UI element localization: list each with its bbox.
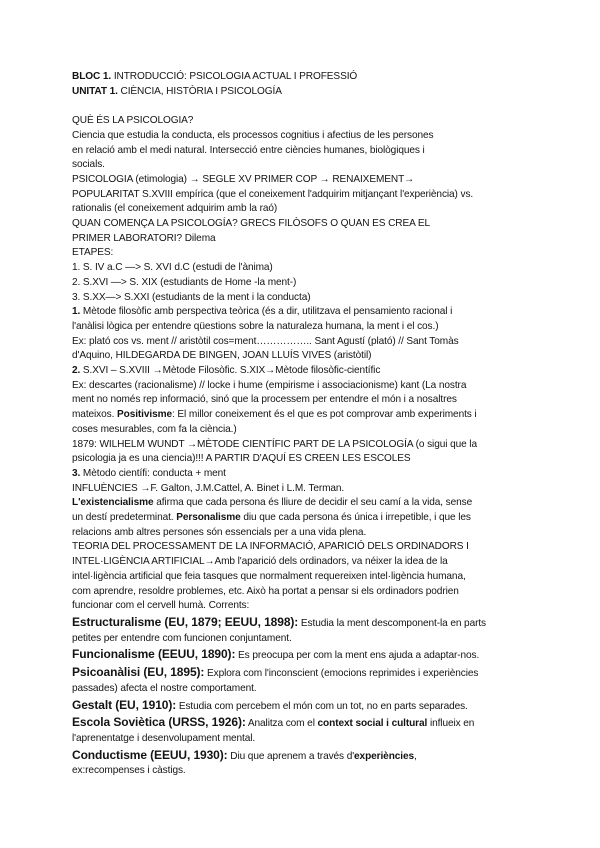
definition-line: en relació amb el medi natural. Intersecció entre ciències humanes, biològiques i	[72, 144, 425, 156]
etymology-line: rationalis (el coneixement adquirim amb la raó)	[72, 203, 278, 215]
processing-line: intel·ligència artificial que feia tasques que normalment requereixen intel·ligència humana,	[72, 570, 466, 582]
school-funcionalisme: Funcionalisme (EEUU, 1890): Es preocupa per com la ment ens ajuda a adaptar-nos.	[72, 647, 480, 662]
definition-line: socials.	[72, 159, 105, 171]
method-2-line: coses mesurables, com fa la ciència.)	[72, 423, 237, 435]
school-sovietica-text: l'aprenentatge i desenvolupament mental.	[72, 732, 256, 744]
school-conductisme: Conductisme (EEUU, 1930): Diu que aprenem a través d'experiències,	[72, 747, 417, 762]
spacer	[72, 99, 534, 114]
school-conductisme-text: ex:recompenses i càstigs.	[72, 765, 186, 777]
processing-line: funcionar com el cervell humà. Corrents:	[72, 600, 250, 612]
etapes-label: ETAPES:	[72, 247, 114, 259]
method-2-line: Ex: descartes (racionalisme) // locke i hume (empirisme i associacionisme) kant (La nostra	[72, 379, 467, 391]
method-3-line: 3. Mètodo científi: conducta + ment	[72, 467, 226, 479]
school-estructuralisme: Estructuralisme (EU, 1879; EEUU, 1898): Estudia la ment descomponent-la en parts	[72, 615, 486, 629]
influences-line: INFLUÈNCIES →F. Galton, J.M.Cattel, A. Binet i L.M. Terman.	[72, 482, 345, 494]
question-heading: QUÈ ÉS LA PSICOLOGIA?	[72, 115, 194, 127]
processing-line: com aprendre, resoldre problemes, etc. Això ha portat a pensar si els ordinadors podrien	[72, 585, 459, 597]
stage-item: 1. S. IV a.C —> S. XVI d.C (estudi de l'ànima)	[72, 262, 273, 274]
method-1-line: 1. Mètode filosòfic amb perspectiva teòrica (és a dir, utilitzava el pensamiento racional i	[72, 306, 453, 318]
existentialism-line: un destí predeterminat. Personalisme diu que cada persona és única i irrepetible, i que les	[72, 512, 471, 524]
school-sovietica: Escola Soviètica (URSS, 1926): Analitza com el context social i cultural influeix en	[72, 715, 475, 730]
document-page	[72, 70, 534, 779]
method-1-line: Ex: plató cos vs. ment // aristòtil cos=ment…………….. Sant Agustí (plató) // Sant Tomàs	[72, 335, 459, 347]
existentialism-line: L'existencialisme afirma que cada persona és lliure de decidir el seu camí a la vida, sense	[72, 497, 473, 509]
dilemma-line: QUAN COMENÇA LA PSICOLOGÍA? GRECS FILÒSOFS O QUAN ES CREA EL	[72, 218, 431, 230]
processing-line: TEORIA DEL PROCESSAMENT DE LA INFORMACIÓ, APARICIÓ DELS ORDINADORS I	[72, 541, 469, 553]
school-psicoanalisi-text: passades) afecta el nostre comportament.	[72, 682, 257, 694]
existentialism-line: relacions amb altres persones són essencials per a una vida plena.	[72, 526, 367, 538]
stage-item: 2. S.XVI —> S. XIX (estudiants de Home -la ment-)	[72, 276, 297, 288]
etymology-line: POPULARITAT S.XVIII empírica (que el coneixement l'adquirim mitjançant l'experiència) vs.	[72, 188, 474, 200]
unitat-heading: UNITAT 1. CIÈNCIA, HISTÒRIA I PSICOLOGÍA	[72, 85, 282, 97]
wundt-line: psicologia ja es una ciencia)!!! A PARTIR D'AQUÍ ES CREEN LES ESCOLES	[72, 453, 411, 465]
stage-item: 3. S.XX—> S.XXI (estudiants de la ment i la conducta)	[72, 291, 311, 303]
method-2-line: ment no només rep informació, sinó que la processem per entendre el món i a nosaltres	[72, 394, 457, 406]
etymology-line: PSICOLOGIA (etimologia) → SEGLE XV PRIMER COP → RENAIXEMENT→	[72, 173, 415, 185]
method-1-line: l'anàlisi lògica per entendre qüestions sobre la naturaleza humana, la ment i el cos.)	[72, 320, 439, 332]
method-1-line: d'Aquino, HILDEGARDA DE BINGEN, JOAN LLUÍS VIVES (aristòtil)	[72, 350, 372, 362]
wundt-line: 1879: WILHELM WUNDT →MÈTODE CIENTÍFIC PART DE LA PSICOLOGÍA (o sigui que la	[72, 438, 477, 450]
school-psicoanalisi: Psicoanàlisi (EU, 1895): Explora com l'inconscient (emocions reprimides i experiències	[72, 665, 479, 680]
dilemma-line: PRIMER LABORATORI? Dilema	[72, 232, 216, 244]
method-2-line: 2. S.XVI – S.XVIII →Mètode Filosòfic. S.XIX→Mètode filosòfic-científic	[72, 365, 381, 377]
bloc-heading: BLOC 1. INTRODUCCIÓ: PSICOLOGIA ACTUAL I PROFESSIÓ	[72, 71, 358, 82]
processing-line: INTEL·LIGÈNCIA ARTIFICIAL→Amb l'aparició dels ordinadors, va néixer la idea de la	[72, 556, 448, 568]
school-estructuralisme-text: petites per entendre com funcionen conjuntament.	[72, 632, 292, 644]
school-gestalt: Gestalt (EU, 1910): Estudia com percebem el món com un tot, no en parts separades.	[72, 697, 468, 712]
definition-line: Ciencia que estudia la conducta, els processos cognitius i afectius de les persones	[72, 129, 434, 141]
method-2-line: mateixos. Positivisme: El millor coneixement és el que es pot comprovar amb experiments i	[72, 409, 477, 421]
